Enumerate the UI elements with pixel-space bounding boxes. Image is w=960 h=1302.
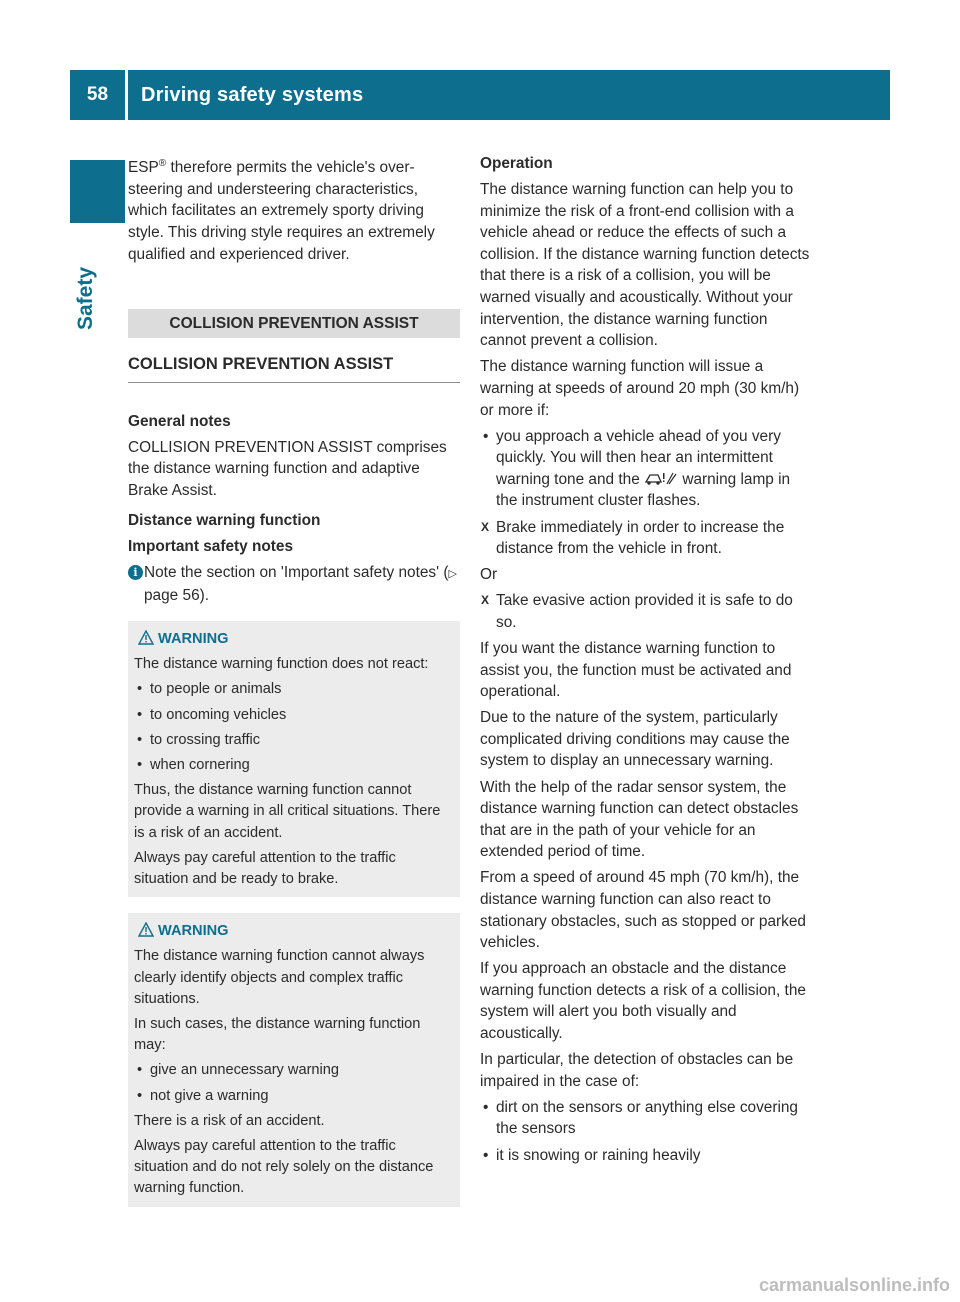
- or-text: Or: [480, 566, 498, 584]
- section-heading: COLLISION PREVENTION ASSIST: [128, 354, 460, 383]
- distance-warning-heading: Distance warning function: [128, 511, 321, 529]
- section-band: COLLISION PREVENTION ASSIST: [128, 309, 460, 338]
- instruction-step: X Brake immediately in order to increase the distance from the vehicle in front.: [481, 518, 785, 558]
- list-item: • dirt on the sensors or anything else covering the sensors: [483, 1098, 798, 1138]
- header-divider: [125, 70, 128, 120]
- info-note: [128, 562, 460, 607]
- list-item: • it is snowing or raining heavily: [483, 1146, 701, 1164]
- page-ref-arrow-icon: ▷: [448, 567, 457, 580]
- instruction-step: X Take evasive action provided it is safe to do so.: [481, 592, 793, 631]
- left-column: [128, 153, 460, 1207]
- registered-mark: ®: [158, 158, 167, 169]
- warning-text: Always pay careful attention to the traffic situation and be ready to brake.: [134, 849, 396, 887]
- warning-text: In such cases, the distance warning function may:: [134, 1015, 421, 1054]
- operation-heading: Operation: [480, 155, 553, 172]
- list-item: • when cornering: [137, 756, 250, 773]
- paragraph: In particular, the detection of obstacles can be impaired in the case of:: [480, 1051, 794, 1090]
- warning-triangle-icon: [138, 630, 154, 645]
- page-title: Driving safety systems: [141, 84, 364, 106]
- general-notes-text: COLLISION PREVENTION ASSIST comprises the distance warning function and adaptive Brake Assist.: [128, 438, 447, 499]
- paragraph: The distance warning function can help you to minimize the risk of a front-end collision with a vehicle ahead or reduce the effects of such a collision. If the distance warning function detects that there is a risk of a collision, you will be warned visually and acoustically. Without your intervention, the distance warning function cannot prevent a collision.: [480, 181, 810, 350]
- list-item: • to crossing traffic: [137, 731, 261, 748]
- page-number: 58: [86, 84, 109, 105]
- list-item: • give an unnecessary warning: [137, 1062, 340, 1079]
- list-item: • not give a warning: [137, 1087, 269, 1104]
- general-notes-heading: General notes: [128, 412, 231, 430]
- step-arrow-icon: X: [481, 519, 490, 534]
- paragraph: With the help of the radar sensor system, the distance warning function can detect obstacles that are in the path of your vehicle for an extended period of time.: [480, 778, 799, 861]
- info-text-before: Note the section on 'Important safety notes' (: [144, 563, 449, 581]
- warning-text: Thus, the distance warning function cannot provide a warning in all critical situations. There is a risk of an accident.: [134, 782, 441, 841]
- esp-term: ESP: [128, 159, 159, 177]
- list-item: • to people or animals: [137, 681, 282, 698]
- warning-text: There is a risk of an accident.: [134, 1112, 325, 1129]
- warning-box-2: [128, 913, 460, 1206]
- distance-warning-lamp-icon: [644, 470, 678, 487]
- paragraph: If you want the distance warning function to assist you, the function must be activated and operational.: [480, 639, 792, 701]
- page-reference-link[interactable]: page 56).: [144, 587, 210, 605]
- warning-text: The distance warning function cannot always clearly identify objects and complex traffic situations.: [134, 948, 425, 1007]
- intro-paragraph: [128, 153, 460, 265]
- warning-title: WARNING: [134, 921, 454, 942]
- warning-box-1: [128, 621, 460, 897]
- paragraph: If you approach an obstacle and the distance warning function detects a risk of a collision, the system will alert you both visually and acoustically.: [480, 960, 806, 1043]
- watermark: carmanualsonline.info: [758, 1275, 950, 1295]
- paragraph: The distance warning function will issue a warning at speeds of around 20 mph (30 km/h) or more if:: [480, 358, 800, 419]
- list-item: • you approach a vehicle ahead of you very quickly. You will then hear an intermittent warning tone and the warning lamp in the instrument cluster flashes.: [483, 427, 791, 510]
- important-safety-heading: Important safety notes: [128, 537, 294, 555]
- paragraph: From a speed of around 45 mph (70 km/h), the distance warning function can also react to stationary obstacles, such as stopped or parked vehicles.: [480, 869, 806, 952]
- info-icon: i: [128, 565, 143, 580]
- paragraph: Due to the nature of the system, particularly complicated driving conditions may cause the system to display an unnecessary warning.: [480, 709, 790, 770]
- warning-intro: The distance warning function does not react:: [134, 656, 429, 673]
- warning-triangle-icon: [138, 922, 154, 937]
- right-column: [480, 153, 815, 1171]
- warning-title: WARNING: [134, 629, 454, 650]
- side-tab-marker: [70, 160, 125, 223]
- side-tab-label: Safety: [74, 266, 97, 330]
- warning-text: Always pay careful attention to the traffic situation and do not rely solely on the distance warning function.: [134, 1138, 434, 1197]
- list-item: • to oncoming vehicles: [137, 706, 287, 723]
- step-arrow-icon: X: [481, 593, 490, 608]
- intro-text: therefore permits the vehicle's over-steering and understeering characteristics, which facilitates an extremely sporty driving style. This driving style requires an extremely qualified and experienced driver.: [128, 159, 435, 263]
